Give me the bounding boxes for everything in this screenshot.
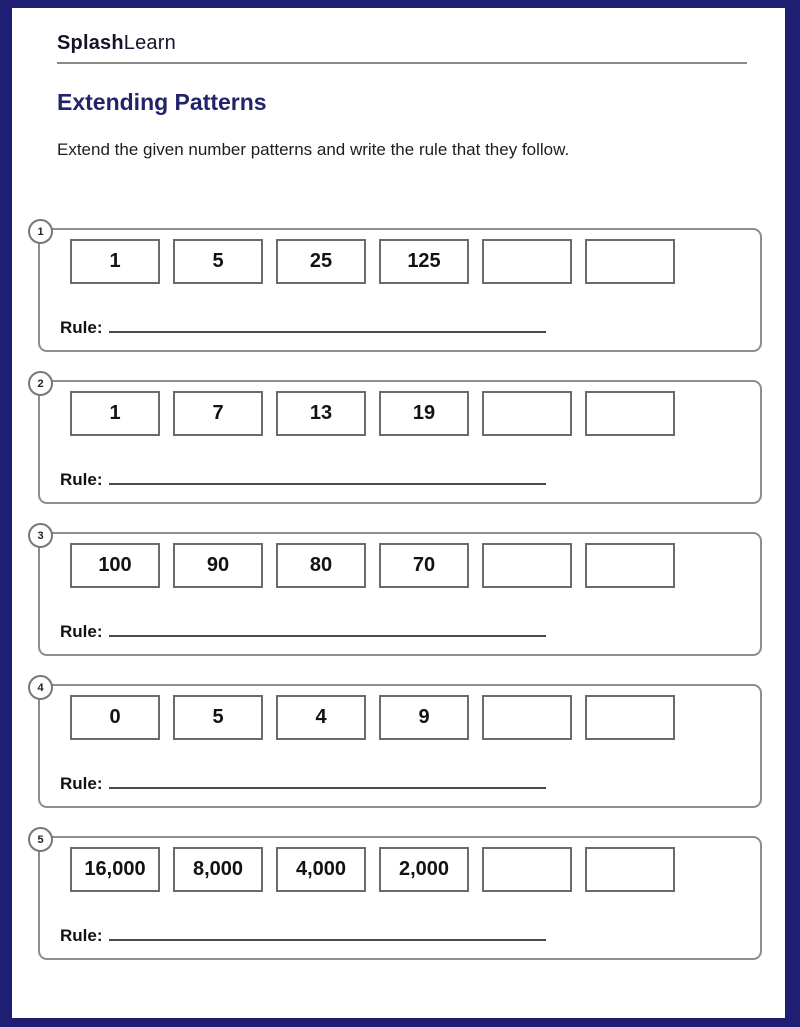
pattern-boxes-row	[40, 686, 760, 740]
rule-row	[60, 318, 546, 338]
pattern-value-box: 8,000	[173, 847, 263, 892]
pattern-value-box: 4	[276, 695, 366, 740]
worksheet-content	[12, 32, 785, 960]
rule-label: Rule:	[60, 926, 103, 945]
pattern-value-box: 100	[70, 543, 160, 588]
rule-row	[60, 774, 546, 794]
rule-answer-line[interactable]	[109, 635, 546, 637]
pattern-value-box: 0	[70, 695, 160, 740]
pattern-empty-box[interactable]	[585, 239, 675, 284]
pattern-value-box: 5	[173, 239, 263, 284]
problem-number-badge: 5	[28, 827, 53, 852]
pattern-value-box: 70	[379, 543, 469, 588]
pattern-boxes-row	[40, 230, 760, 284]
rule-row	[60, 622, 546, 642]
problem-card	[37, 529, 762, 656]
header-divider	[57, 62, 747, 64]
instruction-text: Extend the given number patterns and write the rule that they follow.	[57, 140, 570, 159]
pattern-value-box: 16,000	[70, 847, 160, 892]
pattern-value-box: 7	[173, 391, 263, 436]
page-title: Extending Patterns	[57, 89, 267, 115]
rule-label: Rule:	[60, 774, 103, 793]
pattern-empty-box[interactable]	[482, 391, 572, 436]
pattern-value-box: 9	[379, 695, 469, 740]
problem-card	[37, 833, 762, 960]
problem-card	[37, 681, 762, 808]
rule-row	[60, 470, 546, 490]
pattern-value-box: 2,000	[379, 847, 469, 892]
pattern-value-box: 13	[276, 391, 366, 436]
pattern-empty-box[interactable]	[585, 391, 675, 436]
problem-number-badge: 4	[28, 675, 53, 700]
pattern-value-box: 80	[276, 543, 366, 588]
rule-row	[60, 926, 546, 946]
pattern-empty-box[interactable]	[585, 543, 675, 588]
problem-number-badge: 2	[28, 371, 53, 396]
problem-card	[37, 377, 762, 504]
logo-text-light: Learn	[123, 32, 176, 54]
pattern-empty-box[interactable]	[482, 695, 572, 740]
pattern-value-box: 5	[173, 695, 263, 740]
logo-text-bold: Splash	[57, 32, 124, 54]
pattern-empty-box[interactable]	[482, 847, 572, 892]
problem-card	[37, 225, 762, 352]
pattern-value-box: 125	[379, 239, 469, 284]
pattern-value-box: 25	[276, 239, 366, 284]
rule-answer-line[interactable]	[109, 483, 546, 485]
pattern-value-box: 90	[173, 543, 263, 588]
pattern-empty-box[interactable]	[482, 543, 572, 588]
rule-answer-line[interactable]	[109, 939, 546, 941]
problem-number-badge: 1	[28, 219, 53, 244]
rule-label: Rule:	[60, 622, 103, 641]
rule-answer-line[interactable]	[109, 787, 546, 789]
pattern-boxes-row	[40, 534, 760, 588]
pattern-empty-box[interactable]	[585, 847, 675, 892]
pattern-boxes-row	[40, 382, 760, 436]
pattern-empty-box[interactable]	[482, 239, 572, 284]
rule-label: Rule:	[60, 318, 103, 337]
rule-label: Rule:	[60, 470, 103, 489]
pattern-value-box: 1	[70, 239, 160, 284]
pattern-boxes-row	[40, 838, 760, 892]
worksheet-header	[57, 32, 745, 160]
pattern-value-box: 4,000	[276, 847, 366, 892]
problem-number-badge: 3	[28, 523, 53, 548]
pattern-empty-box[interactable]	[585, 695, 675, 740]
rule-answer-line[interactable]	[109, 331, 546, 333]
splashlearn-logo	[57, 32, 745, 55]
pattern-value-box: 1	[70, 391, 160, 436]
pattern-value-box: 19	[379, 391, 469, 436]
problems-list	[37, 225, 745, 960]
